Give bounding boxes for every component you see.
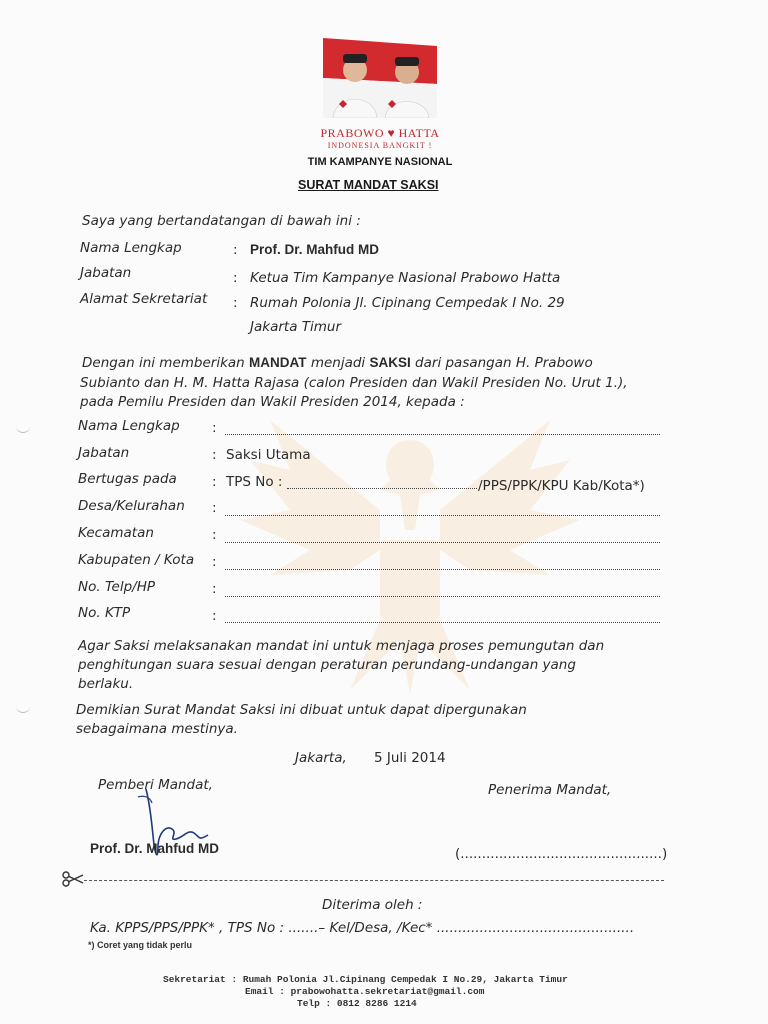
mandate-line2: Subianto dan H. M. Hatta Rajasa (calon Presiden dan Wakil Presiden No. Urut 1.),	[80, 375, 628, 391]
mandate-text: dari pasangan H. Prabowo	[415, 355, 593, 371]
closing-para2-line1: Demikian Surat Mandat Saksi ini dibuat untuk dapat dipergunakan	[76, 702, 527, 718]
regency-label: Kabupaten / Kota	[78, 552, 195, 568]
witness-keyword: SAKSI	[369, 355, 411, 370]
witness-position-label: Jabatan	[78, 445, 130, 461]
witness-duty-label: Bertugas pada	[78, 471, 177, 487]
closing-para1-line1: Agar Saksi melaksanakan mandat ini untuk menjaga proses pemungutan dan	[78, 638, 605, 654]
candidates-photo	[323, 38, 437, 118]
garuda-small-icon: ♥	[387, 126, 396, 140]
footnote: *) Coret yang tidak perlu	[88, 940, 193, 950]
closing-para2-line2: sebagaimana mestinya.	[76, 721, 238, 737]
receiver-label: Penerima Mandat,	[488, 782, 612, 798]
colon: :	[212, 527, 217, 543]
garuda-watermark-icon	[230, 400, 590, 700]
phone-label: No. Telp/HP	[78, 579, 155, 595]
mandate-line3: pada Pemilu Presiden dan Wakil Presiden 2014, kepada :	[80, 394, 465, 410]
tps-label: TPS No :	[226, 474, 283, 490]
punch-hole-mark	[16, 426, 30, 433]
closing-para1-line2: penghitungan suara sesuai dengan peraturan perundang-undangan yang	[78, 657, 576, 673]
received-by: Diterima oleh :	[322, 897, 423, 913]
campaign-header	[300, 38, 460, 168]
colon: :	[212, 474, 217, 490]
brand-sub-left: INDONESIA	[327, 141, 380, 150]
intro-text: Saya yang bertandatangan di bawah ini :	[82, 213, 361, 229]
colon: :	[212, 608, 217, 624]
witness-name-field[interactable]	[225, 424, 660, 435]
district-label: Kecamatan	[78, 525, 154, 541]
signer-name-label: Nama Lengkap	[80, 240, 182, 256]
colon: :	[212, 420, 217, 436]
colon: :	[233, 242, 238, 258]
signer-address-label: Alamat Sekretariat	[80, 291, 208, 307]
sign-place: Jakarta,	[295, 750, 347, 766]
regency-field[interactable]	[225, 559, 660, 570]
brand-tagline	[300, 141, 460, 150]
scissors-icon	[62, 871, 84, 887]
colon: :	[212, 581, 217, 597]
signer-name-value: Prof. Dr. Mahfud MD	[250, 242, 379, 257]
signer-position-label: Jabatan	[80, 265, 132, 281]
colon: :	[233, 295, 238, 311]
signer-address-line2: Jakarta Timur	[250, 319, 342, 335]
closing-para1-line3: berlaku.	[78, 676, 134, 692]
signer-position-value: Ketua Tim Kampanye Nasional Prabowo Hatta	[250, 270, 561, 286]
mandate-keyword: MANDAT	[249, 355, 307, 370]
receiver-name-field[interactable]: (...............................................)	[455, 846, 668, 862]
colon: :	[212, 447, 217, 463]
footer-secretariat: Sekretariat : Rumah Polonia Jl.Cipinang Cempedak I No.29, Jakarta Timur	[163, 974, 568, 985]
witness-name-label: Nama Lengkap	[78, 418, 180, 434]
brand-name-right: HATTA	[398, 126, 440, 140]
ktp-label: No. KTP	[78, 605, 131, 621]
mandate-text: Dengan ini memberikan	[82, 355, 245, 371]
sign-date: 5 Juli 2014	[374, 750, 446, 766]
mandate-text: menjadi	[310, 355, 366, 371]
mandate-line1	[82, 355, 593, 371]
tps-suffix: /PPS/PPK/KPU Kab/Kota*)	[478, 478, 645, 494]
district-field[interactable]	[225, 532, 660, 543]
punch-hole-mark	[16, 706, 30, 713]
village-label: Desa/Kelurahan	[78, 498, 185, 514]
giver-name: Prof. Dr. Mahfud MD	[90, 841, 219, 856]
witness-position-value: Saksi Utama	[226, 447, 311, 463]
giver-label: Pemberi Mandat,	[98, 777, 213, 793]
receipt-line: Ka. KPPS/PPS/PPK* , TPS No : .......– Kel/Desa, /Kec* ..............................................	[90, 920, 635, 936]
village-field[interactable]	[225, 505, 660, 516]
ktp-field[interactable]	[225, 612, 660, 623]
footer-email: Email : prabowohatta.sekretariat@gmail.com	[245, 986, 485, 997]
colon: :	[233, 270, 238, 286]
cut-line	[84, 880, 664, 881]
tps-number-field[interactable]	[287, 478, 477, 489]
colon: :	[212, 554, 217, 570]
team-name: TIM KAMPANYE NASIONAL	[307, 156, 453, 168]
brand-sub-right: BANGKIT !	[382, 141, 433, 150]
brand-name	[300, 126, 460, 141]
signer-address-line1: Rumah Polonia Jl. Cipinang Cempedak I No. 29	[250, 295, 565, 311]
footer-phone: Telp : 0812 8286 1214	[297, 998, 417, 1009]
colon: :	[212, 500, 217, 516]
phone-field[interactable]	[225, 586, 660, 597]
brand-name-left: PRABOWO	[320, 126, 384, 140]
document-title: SURAT MANDAT SAKSI	[298, 178, 439, 192]
